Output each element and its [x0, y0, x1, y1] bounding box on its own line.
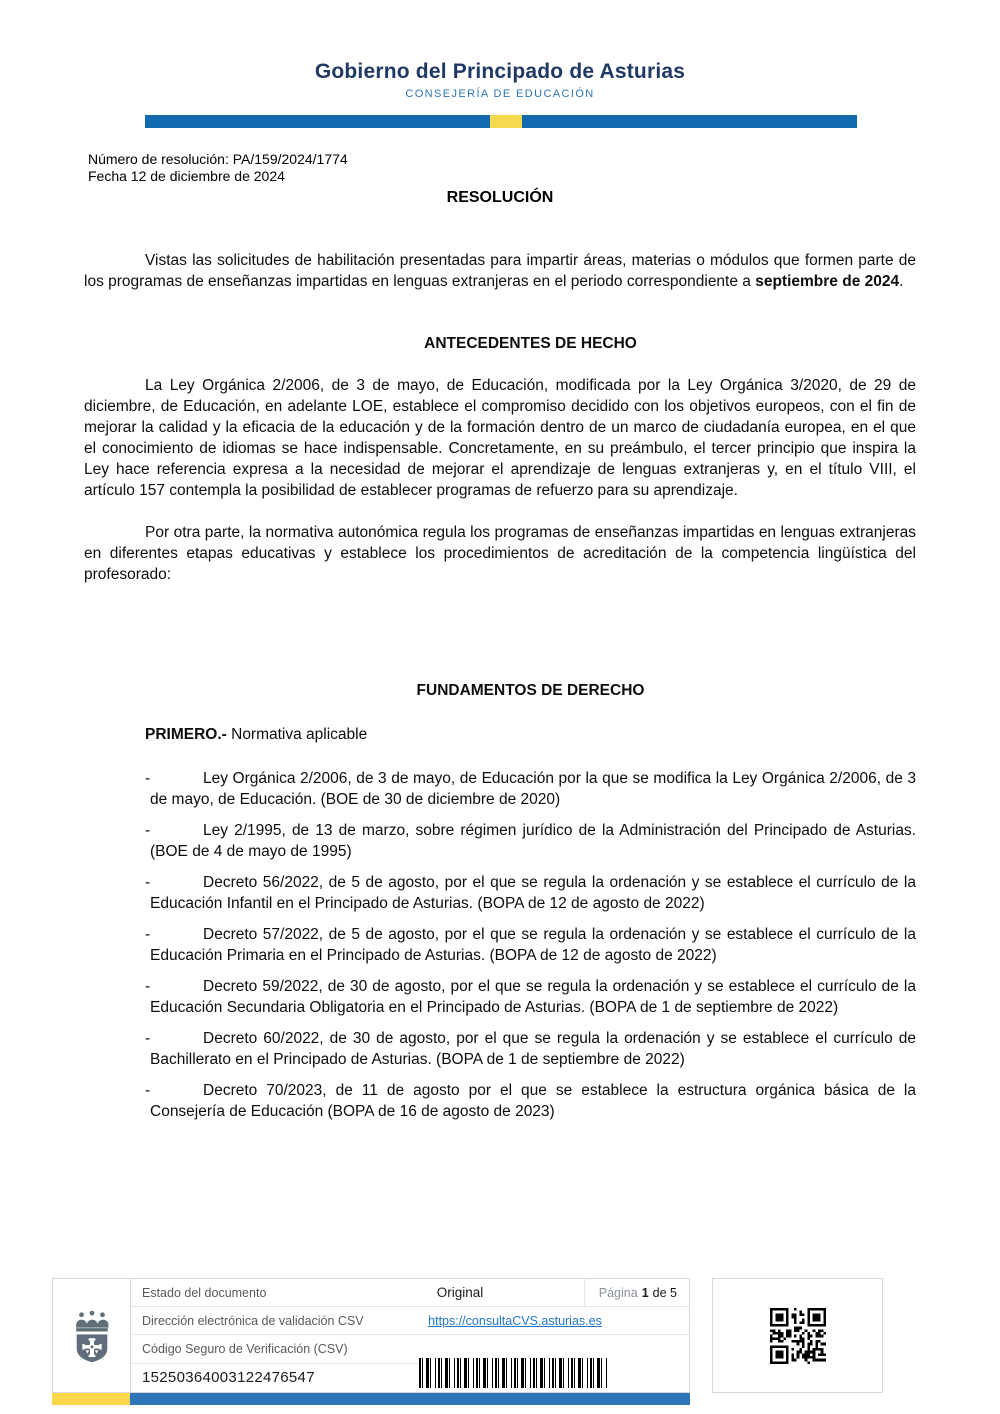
- list-item: [84, 924, 916, 966]
- body-section-fundamentos: [84, 680, 916, 1132]
- document-title: RESOLUCIÓN: [446, 189, 554, 206]
- page-indicator: [584, 1279, 689, 1306]
- barcode-icon: [419, 1358, 609, 1388]
- intro-paragraph: [84, 250, 916, 292]
- primero-label: PRIMERO.-: [145, 726, 227, 743]
- resolution-date: Fecha 12 de diciembre de 2024: [88, 167, 285, 184]
- list-item-text: Ley 2/1995, de 13 de marzo, sobre régimen jurídico de la Administración del Principado de Asturias. (BOE de 4 de mayo de 1995): [150, 822, 916, 860]
- resolution-meta: [88, 151, 348, 184]
- list-item-text: Decreto 57/2022, de 5 de agosto, por el que se regula la ordenación y se establece el currículo de la Educación Primaria en el Principado de Asturias. (BOPA de 12 de agosto de 2022): [150, 926, 916, 964]
- header-divider-bar: [145, 115, 857, 128]
- logo-cell: [53, 1279, 131, 1392]
- page-number: 1: [641, 1285, 649, 1300]
- list-item-text: Ley Orgánica 2/2006, de 3 de mayo, de Educación por la que se modifica la Ley Orgánica 2/2006, de 3 de mayo, de Educación. (BOE de 30 de diciembre de 2020): [150, 770, 916, 808]
- fundamentos-heading: FUNDAMENTOS DE DERECHO: [416, 682, 645, 699]
- antecedentes-paragraph-1: La Ley Orgánica 2/2006, de 3 de mayo, de Educación, modificada por la Ley Orgánica 3/2020, de 29 de diciembre, de Educación, en adelante LOE, establece el compromiso decidido con los objetivos europeos, con el fin de mejorar la calidad y la eficacia de la educación y de la formación dentro de un marco de ciudadanía europea, en el que el conocimiento de idiomas se hace indispensable. Concretamente, en su preámbulo, el tercer principio que inspira la Ley hace referencia expresa a la necesidad de mejorar el aprendizaje de lenguas extranjeras y, en el título VIII, el artículo 157 contempla la posibilidad de establecer programas de refuerzo para su aprendizaje.: [84, 377, 916, 499]
- intro-text: Vistas las solicitudes de habilitación presentadas para impartir áreas, materias o módulos que formen parte de los programas de enseñanzas impartidas en lenguas extranjeras en el periodo correspondiente a: [84, 252, 916, 290]
- page-label: Página: [598, 1285, 638, 1300]
- department-subtitle: CONSEJERÍA DE EDUCACIÓN: [405, 88, 595, 100]
- list-item: [84, 872, 916, 914]
- dash-bullet: -: [145, 874, 151, 891]
- partial-row-divider: [131, 1363, 419, 1364]
- csv-code-label: Código Seguro de Verificación (CSV): [142, 1342, 348, 1356]
- estado-label: Estado del documento: [142, 1286, 267, 1300]
- dash-bullet: -: [145, 1082, 151, 1099]
- list-item: [84, 820, 916, 862]
- primero-text: Normativa aplicable: [226, 726, 368, 743]
- footer-bar-blue: [130, 1393, 690, 1405]
- footer-bar-yellow: [52, 1393, 130, 1405]
- dash-bullet: -: [145, 822, 151, 839]
- header-divider-gold-segment: [490, 115, 522, 128]
- dash-bullet: -: [145, 978, 151, 995]
- asturias-shield-icon: [75, 1309, 109, 1362]
- estado-value: Original: [436, 1285, 484, 1300]
- page-total: de 5: [652, 1285, 677, 1300]
- resolution-number: Número de resolución: PA/159/2024/1774: [88, 151, 348, 167]
- list-item: [84, 976, 916, 1018]
- antecedentes-heading: ANTECEDENTES DE HECHO: [424, 335, 637, 352]
- normativa-list: [84, 768, 916, 1122]
- csv-url-wrap: [393, 1314, 637, 1328]
- body-section-antecedentes: [84, 250, 916, 585]
- validation-footer: [52, 1278, 690, 1393]
- intro-bold-date: septiembre de 2024: [755, 273, 900, 290]
- dash-bullet: -: [145, 770, 151, 787]
- qr-code-icon: [770, 1308, 826, 1364]
- primero-line: [84, 724, 916, 745]
- intro-period: .: [899, 273, 904, 290]
- dash-bullet: -: [145, 926, 151, 943]
- csv-validation-link[interactable]: https://consultaCVS.asturias.es: [428, 1314, 602, 1328]
- government-title: Gobierno del Principado de Asturias: [314, 60, 686, 83]
- qr-box: [712, 1278, 883, 1393]
- list-item: [84, 768, 916, 810]
- list-item-text: Decreto 60/2022, de 30 de agosto, por el que se regula la ordenación y se establece el currículo de Bachillerato en el Principado de Asturias. (BOPA de 1 de septiembre de 2022): [150, 1030, 916, 1068]
- list-item-text: Decreto 59/2022, de 30 de agosto, por el que se regula la ordenación y se establece el currículo de la Educación Secundaria Obligatoria en el Principado de Asturias. (BOPA de 1 de septiembre de 2022): [150, 978, 916, 1016]
- list-item-text: Decreto 56/2022, de 5 de agosto, por el que se regula la ordenación y se establece el currículo de la Educación Infantil en el Principado de Asturias. (BOPA de 12 de agosto de 2022): [150, 874, 916, 912]
- list-item: [84, 1080, 916, 1122]
- csv-code-value: 15250364003122476547: [142, 1369, 315, 1386]
- antecedentes-paragraph-2: Por otra parte, la normativa autonómica regula los programas de enseñanzas impartidas en lenguas extranjeras en diferentes etapas educativas y establece los procedimientos de acreditación de la competencia lingüística del profesorado:: [84, 524, 916, 583]
- list-item-text: Decreto 70/2023, de 11 de agosto por el que se establece la estructura orgánica básica de la Consejería de Educación (BOPA de 16 de agosto de 2023): [150, 1082, 916, 1120]
- list-item: [84, 1028, 916, 1070]
- csv-url-row: [131, 1307, 689, 1335]
- estado-row: [131, 1279, 689, 1307]
- csv-url-label: Dirección electrónica de validación CSV: [142, 1314, 364, 1328]
- dash-bullet: -: [145, 1030, 151, 1047]
